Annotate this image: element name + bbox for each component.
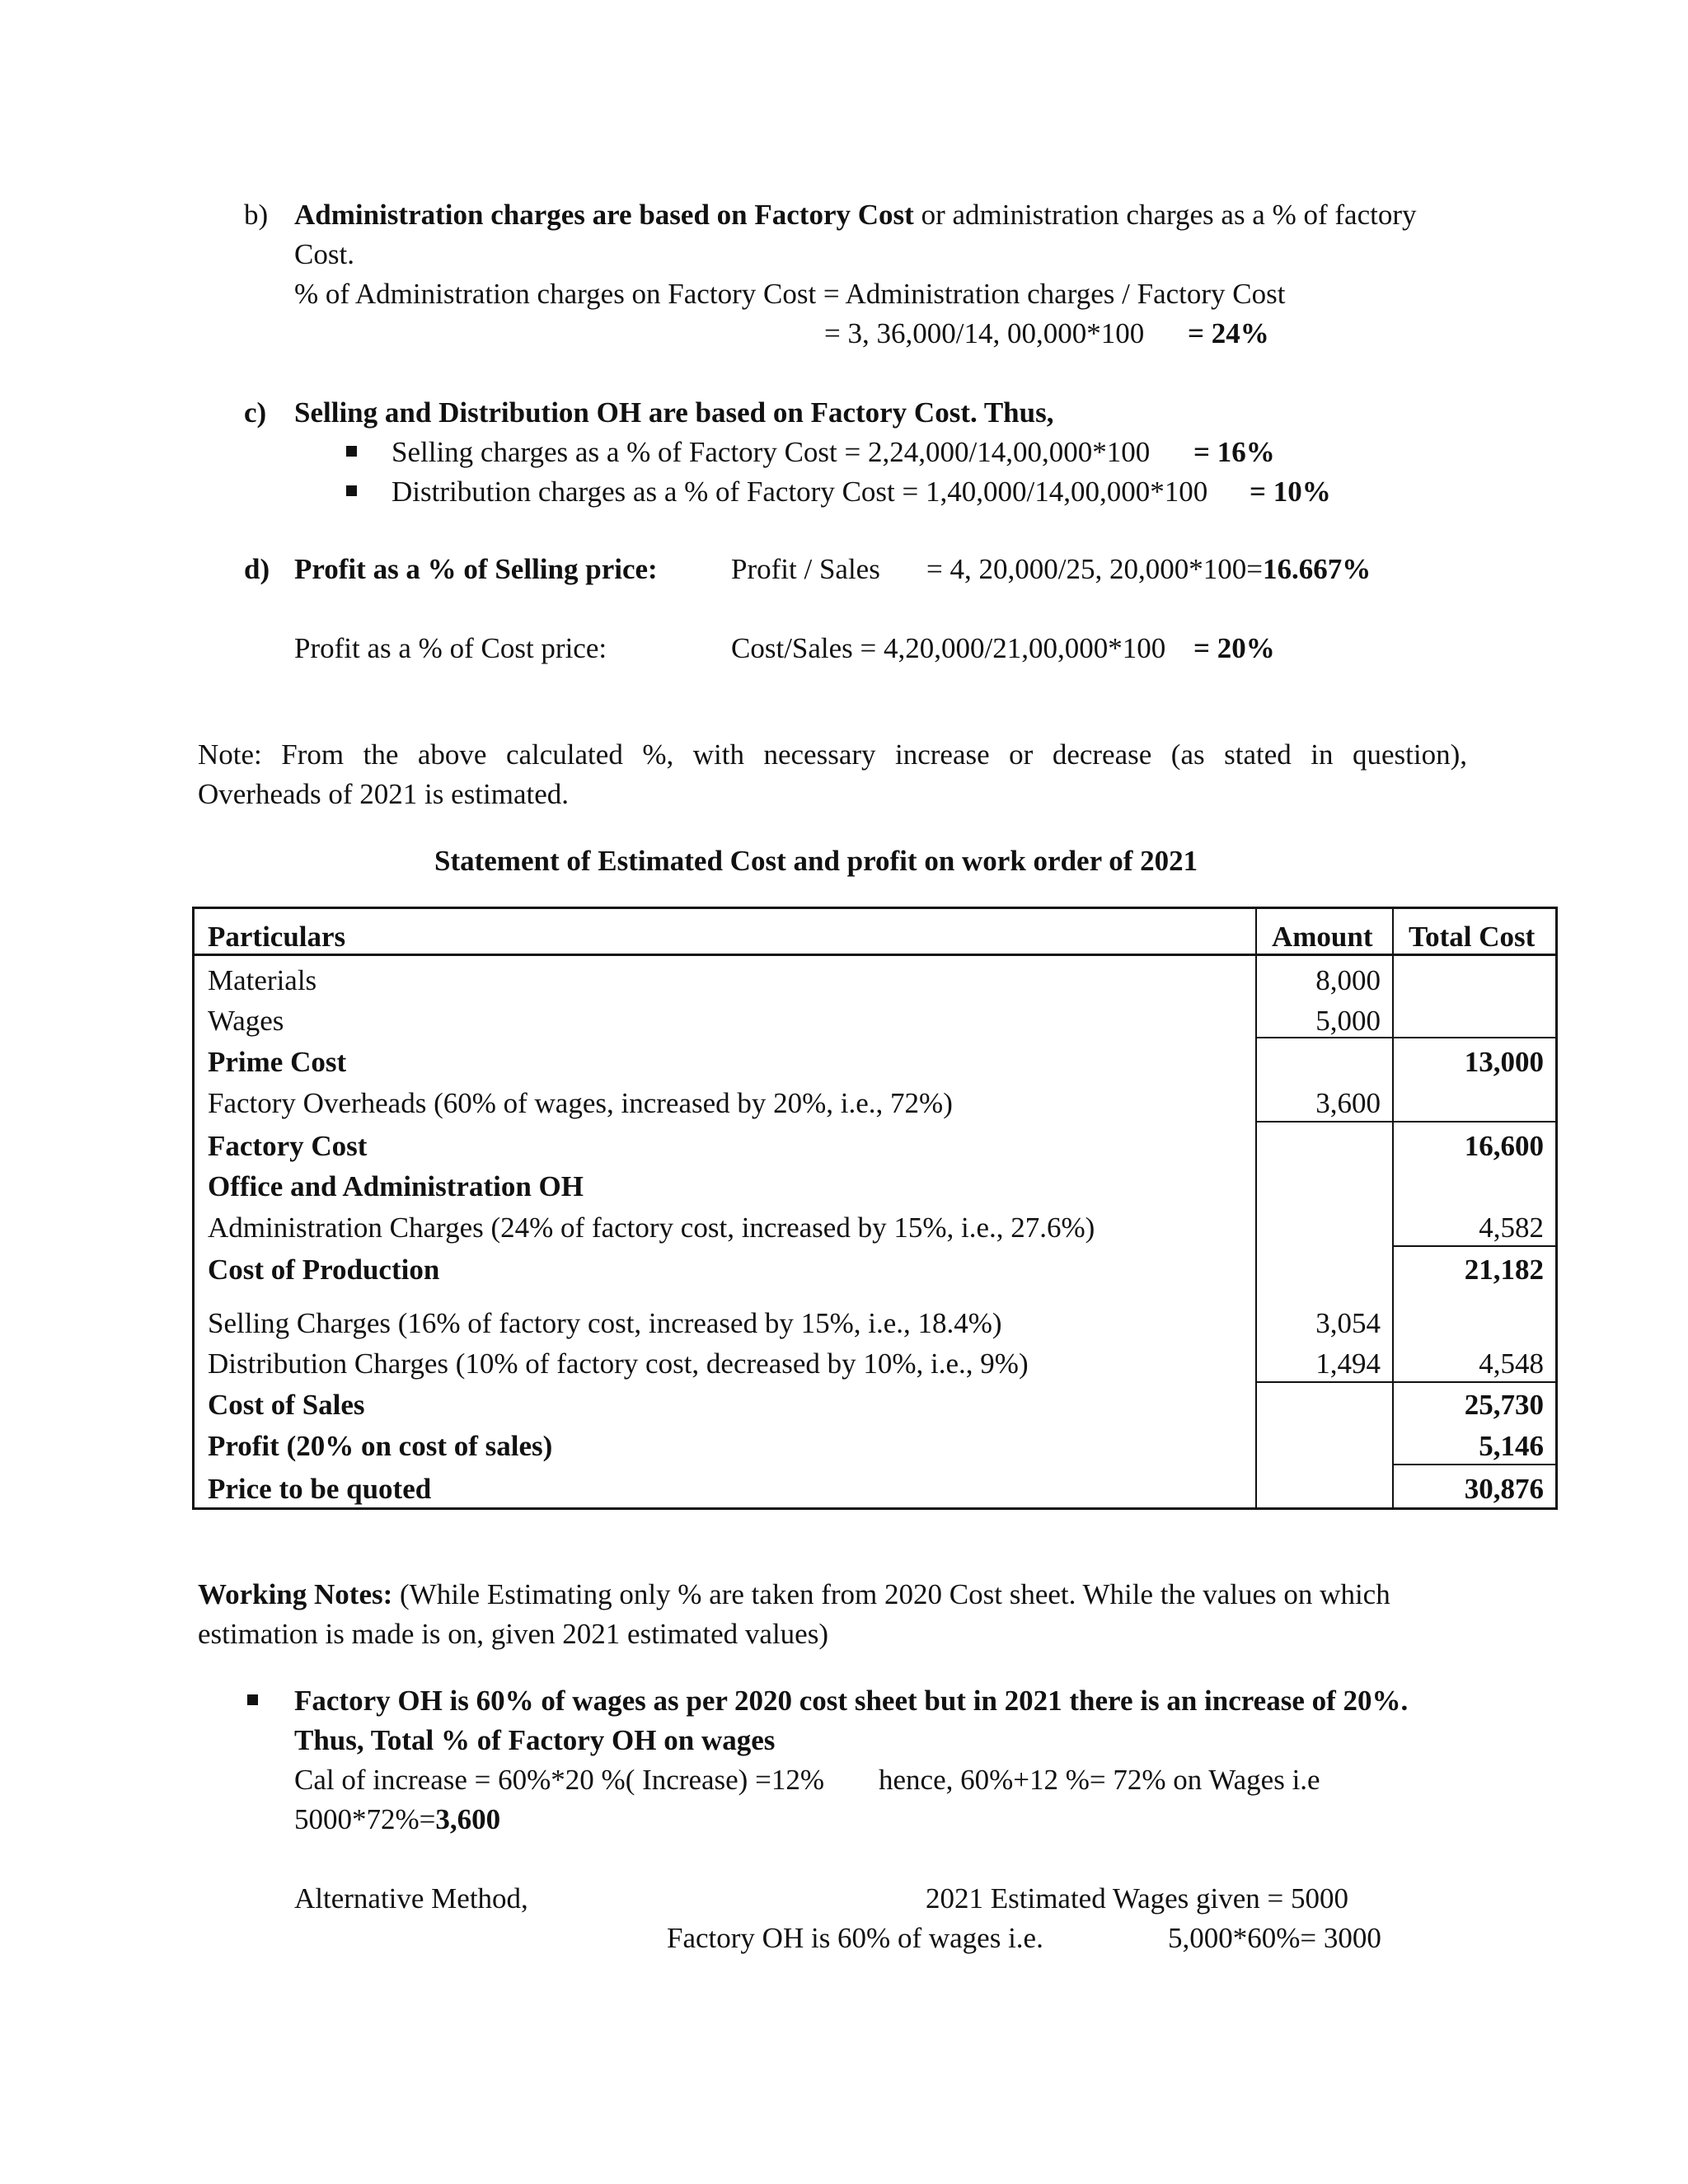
working-calc-result: 3,600 <box>435 1803 501 1835</box>
working-notes-text1: (While Estimating only % are taken from 2020 Cost sheet. While the values on which <box>392 1578 1390 1610</box>
row-office-admin-oh-label: Office and Administration OH <box>208 1170 584 1202</box>
section-d-heading: Profit as a % of Selling price: <box>294 553 658 585</box>
row-distribution-charges-amount: 1,494 <box>1315 1347 1381 1380</box>
row-price-to-be-quoted-label: Price to be quoted <box>208 1473 432 1505</box>
row-price-to-be-quoted-total: 30,876 <box>1464 1473 1544 1505</box>
section-b-result: = 24% <box>1188 317 1269 349</box>
row-cost-of-production-label: Cost of Production <box>208 1254 440 1286</box>
working-calc <box>294 1800 500 1840</box>
alternative-factory-oh-calc: 5,000*60%= 3000 <box>1168 1922 1381 1954</box>
working-notes-line1 <box>198 1575 1390 1615</box>
alternative-method-label: Alternative Method, <box>294 1882 528 1915</box>
row-admin-charges-total: 4,582 <box>1479 1212 1544 1244</box>
section-c-item2: Distribution charges as a % of Factory Cost = 1,40,000/14,00,000*100 <box>392 476 1208 508</box>
alternative-wages-given: 2021 Estimated Wages given = 5000 <box>926 1882 1349 1915</box>
section-d-calc1-expr: = 4, 20,000/25, 20,000*100= <box>926 553 1263 585</box>
row-cost-of-production-total: 21,182 <box>1464 1254 1544 1286</box>
row-cost-of-sales-label: Cost of Sales <box>208 1389 365 1421</box>
row-profit-label: Profit (20% on cost of sales) <box>208 1430 553 1462</box>
row-prime-cost-label: Prime Cost <box>208 1046 347 1078</box>
section-d-label: d) <box>244 553 270 585</box>
row-admin-charges-label: Administration Charges (24% of factory cost, increased by 15%, i.e., 27.6%) <box>208 1212 1095 1244</box>
statement-title: Statement of Estimated Cost and profit on work order of 2021 <box>434 845 1198 877</box>
row-selling-charges-label: Selling Charges (16% of factory cost, increased by 15%, i.e., 18.4%) <box>208 1307 1002 1339</box>
section-c-item1: Selling charges as a % of Factory Cost = 2,24,000/14,00,000*100 <box>392 436 1151 468</box>
row-distribution-charges-label: Distribution Charges (10% of factory cost, decreased by 10%, i.e., 9%) <box>208 1347 1029 1380</box>
section-c-heading: Selling and Distribution OH are based on Factory Cost. Thus, <box>294 396 1054 429</box>
section-d-formula2: Cost/Sales = 4,20,000/21,00,000*100 <box>731 632 1166 664</box>
section-d-result2: = 20% <box>1193 632 1275 664</box>
section-b-label: b) <box>244 199 269 231</box>
working-bullet-line1: Factory OH is 60% of wages as per 2020 cost sheet but in 2021 there is an increase of 20%. <box>294 1685 1409 1717</box>
row-factory-cost-total: 16,600 <box>1464 1130 1544 1162</box>
alternative-factory-oh: Factory OH is 60% of wages i.e. <box>667 1922 1043 1954</box>
row-materials-amount: 8,000 <box>1315 964 1381 996</box>
row-distribution-charges-total: 4,548 <box>1479 1347 1544 1380</box>
bullet-icon <box>346 446 357 457</box>
working-notes-heading: Working Notes: <box>198 1578 393 1610</box>
bullet-icon <box>346 485 357 496</box>
section-c-item2-result: = 10% <box>1250 476 1331 508</box>
note-line2: Overheads of 2021 is estimated. <box>198 778 570 810</box>
header-amount: Amount <box>1272 921 1373 953</box>
total-rule <box>1392 1121 1558 1122</box>
section-b-rest: or administration charges as a % of factory <box>913 199 1417 231</box>
working-notes-line2: estimation is made is on, given 2021 estimated values) <box>198 1618 828 1650</box>
section-b-line1 <box>294 195 1417 235</box>
row-factory-overheads-amount: 3,600 <box>1315 1087 1381 1119</box>
row-factory-overheads-label: Factory Overheads (60% of wages, increased by 20%, i.e., 72%) <box>208 1087 953 1119</box>
section-b-line2: % of Administration charges on Factory Cost = Administration charges / Factory Cost <box>294 278 1286 310</box>
section-d-line2-label: Profit as a % of Cost price: <box>294 632 607 664</box>
header-total-cost: Total Cost <box>1409 921 1536 953</box>
row-wages-amount: 5,000 <box>1315 1005 1381 1037</box>
row-cost-of-sales-total: 25,730 <box>1464 1389 1544 1421</box>
bullet-icon <box>247 1694 258 1705</box>
note-line1: Note: From the above calculated %, with necessary increase or decrease (as stated in question), <box>198 738 1467 771</box>
working-cal-increase: Cal of increase = 60%*20 %( Increase) =12% <box>294 1764 824 1796</box>
section-b-line1b: Cost. <box>294 238 354 270</box>
row-factory-cost-label: Factory Cost <box>208 1130 368 1162</box>
section-b-bold-lead: Administration charges are based on Factory Cost <box>294 199 914 231</box>
section-b-line3: = 3, 36,000/14, 00,000*100 <box>824 317 1145 349</box>
working-hence: hence, 60%+12 %= 72% on Wages i.e <box>879 1764 1320 1796</box>
working-calc-prefix: 5000*72%= <box>294 1803 436 1835</box>
row-materials-label: Materials <box>208 964 317 996</box>
section-c-label: c) <box>244 396 267 429</box>
section-d-formula1: Profit / Sales <box>731 553 880 585</box>
header-particulars: Particulars <box>208 921 346 953</box>
row-profit-total: 5,146 <box>1479 1430 1544 1462</box>
row-wages-label: Wages <box>208 1005 284 1037</box>
section-c-item1-result: = 16% <box>1193 436 1275 468</box>
row-selling-charges-amount: 3,054 <box>1315 1307 1381 1339</box>
row-prime-cost-total: 13,000 <box>1464 1046 1544 1078</box>
section-d-calc1 <box>926 550 1371 589</box>
working-bullet-line2: Thus, Total % of Factory OH on wages <box>294 1724 776 1756</box>
section-d-result1: 16.667% <box>1262 553 1372 585</box>
total-rule <box>1392 1037 1558 1038</box>
